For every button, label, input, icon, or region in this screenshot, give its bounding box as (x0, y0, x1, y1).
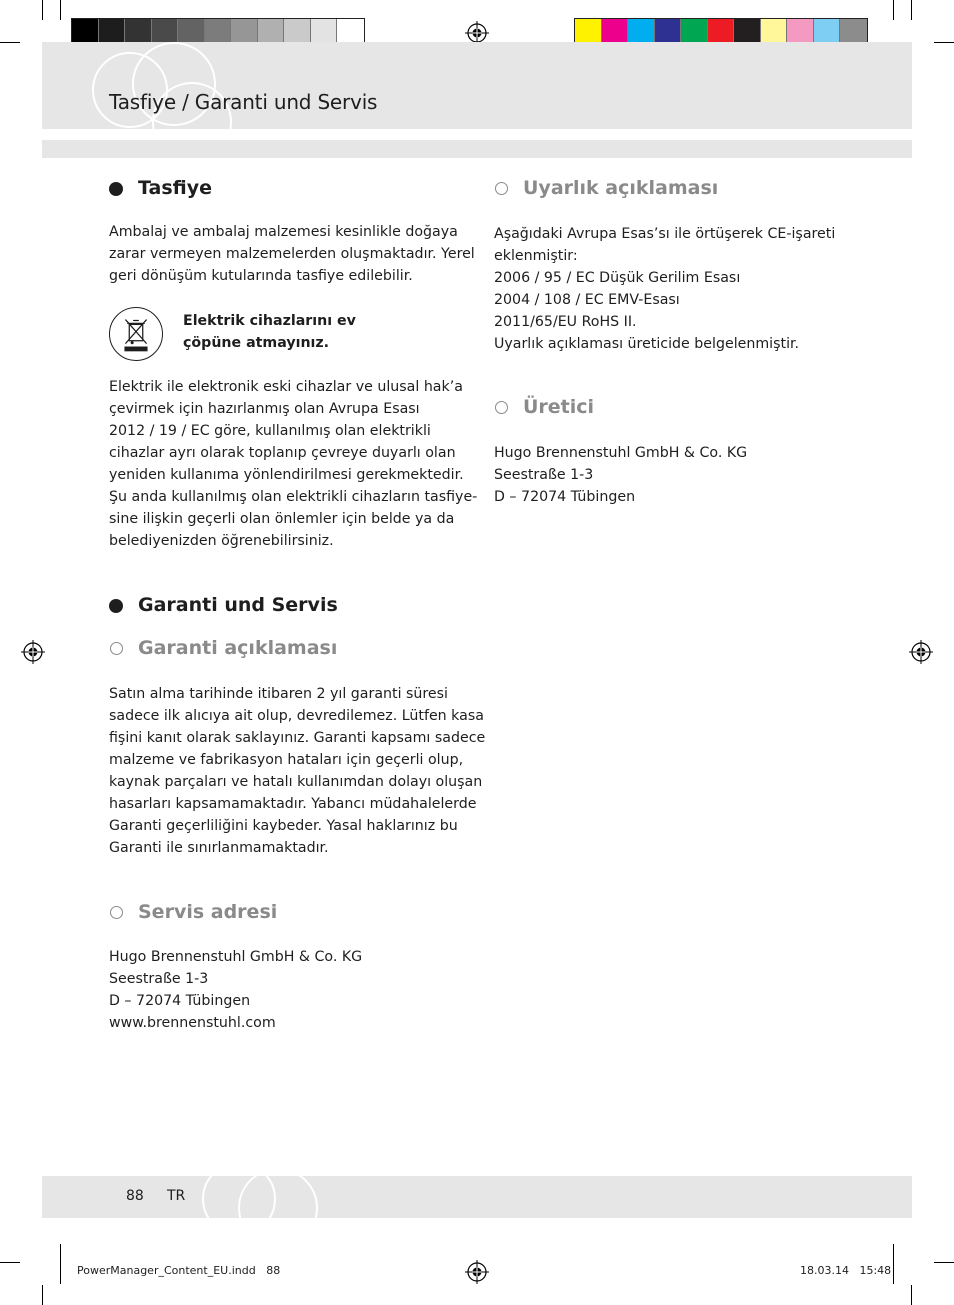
text-line: Hugo Brennenstuhl GmbH & Co. KG (494, 445, 748, 461)
text-line: 2006 / 95 / EC Düşük Gerilim Esası (494, 270, 741, 286)
text-line: Aşağıdaki Avrupa Esas’sı ile örtüşerek CE-işareti (494, 226, 836, 242)
crop-mark (893, 1244, 894, 1284)
text-line: Hugo Brennenstuhl GmbH & Co. KG (109, 949, 363, 965)
weee-paragraph (109, 376, 477, 552)
crop-mark (934, 1262, 954, 1263)
text-line: yeniden kullanıma yönlendirilmesi gerekmektedir. (109, 467, 464, 483)
slug-datetime: 18.03.14 15:48 (800, 1264, 892, 1277)
text-line: fişini kanıt olarak saklayınız. Garanti kapsamı sadece (109, 730, 486, 746)
crop-mark (0, 1262, 20, 1263)
page-title: Tasfiye / Garanti und Servis (109, 90, 378, 114)
text-line: 2012 / 19 / EC göre, kullanılmış olan elektrikli (109, 423, 431, 439)
slug-filename: PowerManager_Content_EU.indd 88 (77, 1264, 281, 1277)
text-line: Elektrik cihazlarını ev (183, 313, 356, 329)
text-line: Uyarlık açıklaması üreticide belgelenmiştir. (494, 336, 800, 352)
subheading-uyarlik-aciklamasi: Uyarlık açıklaması (494, 176, 718, 200)
text-line: Elektrik ile elektronik eski cihazlar ve ulusal hak’a (109, 379, 463, 395)
weee-warning-text (183, 310, 356, 354)
text-line: kaynak parçaları ve hatalı kullanımdan dolayı oluşan (109, 774, 483, 790)
text-line: cihazlar ayrı olarak toplanıp çevreye duyarlı olan (109, 445, 456, 461)
section-heading-tasfiye: Tasfiye (109, 176, 469, 200)
text-line: zarar vermeyen malzemelerden oluşmaktadır. Yerel (109, 246, 475, 262)
section-heading-garanti-und-servis: Garanti und Servis (109, 593, 338, 617)
text-line: Ambalaj ve ambalaj malzemesi kesinlikle doğaya (109, 224, 458, 240)
service-address (109, 946, 362, 1034)
crop-mark (893, 0, 894, 20)
text-line: çevirmek için hazırlanmış olan Avrupa Esası (109, 401, 420, 417)
language-code: TR (167, 1188, 186, 1204)
registration-mark-icon (465, 1260, 489, 1284)
text-line: belediyenizden öğrenebilirsiniz. (109, 533, 334, 549)
text-line: Garanti ile sınırlanmamaktadır. (109, 840, 329, 856)
subheading-garanti-aciklamasi: Garanti açıklaması (109, 636, 337, 660)
manufacturer-address (494, 442, 747, 508)
crop-mark (60, 0, 61, 20)
text-line: eklenmiştir: (494, 248, 578, 264)
text-line: Seestraße 1-3 (109, 971, 209, 987)
text-line: Şu anda kullanılmış olan elektrikli cihazların tasfiye- (109, 489, 478, 505)
text-line: D – 72074 Tübingen (494, 489, 636, 505)
registration-mark-icon (21, 640, 45, 664)
text-line: sadece ilk alıcıya ait olup, devredilemez. Lütfen kasa (109, 708, 484, 724)
conformity-paragraph (494, 223, 835, 355)
decorative-ring (238, 1176, 318, 1218)
text-line: 2011/65/EU RoHS II. (494, 314, 637, 330)
text-line: sine ilişkin geçerli olan önlemler için belde ya da (109, 511, 455, 527)
crop-mark (911, 0, 912, 20)
text-line: geri dönüşüm kutularında tasfiye edilebilir. (109, 268, 413, 284)
subheading-servis-adresi: Servis adresi (109, 900, 277, 924)
registration-mark-icon (909, 640, 933, 664)
crop-mark (60, 1244, 61, 1284)
text-line: Satın alma tarihinde itibaren 2 yıl garanti süresi (109, 686, 448, 702)
header-strip (42, 140, 912, 158)
crop-mark (911, 1285, 912, 1305)
text-line: hasarları kapsamamaktadır. Yabancı müdahalelerde (109, 796, 477, 812)
subheading-uretici: Üretici (494, 395, 594, 419)
crop-mark (0, 42, 20, 43)
text-line: Seestraße 1-3 (494, 467, 594, 483)
text-line: D – 72074 Tübingen (109, 993, 251, 1009)
left-column (109, 176, 475, 287)
crop-mark (42, 0, 43, 20)
warranty-paragraph (109, 683, 485, 859)
header-band (42, 42, 912, 129)
text-line: www.brennenstuhl.com (109, 1015, 276, 1031)
crop-mark (934, 42, 954, 43)
text-line: 2004 / 108 / EC EMV-Esası (494, 292, 680, 308)
text-line: Garanti geçerliliğini kaybeder. Yasal haklarınız bu (109, 818, 458, 834)
disposal-paragraph (109, 221, 475, 287)
crop-mark (42, 1285, 43, 1305)
text-line: malzeme ve fabrikasyon hataları için geçerli olup, (109, 752, 464, 768)
crossed-out-wheelie-bin-icon (109, 307, 163, 361)
text-line: çöpüne atmayınız. (183, 335, 330, 351)
page-number: 88 (126, 1188, 144, 1204)
